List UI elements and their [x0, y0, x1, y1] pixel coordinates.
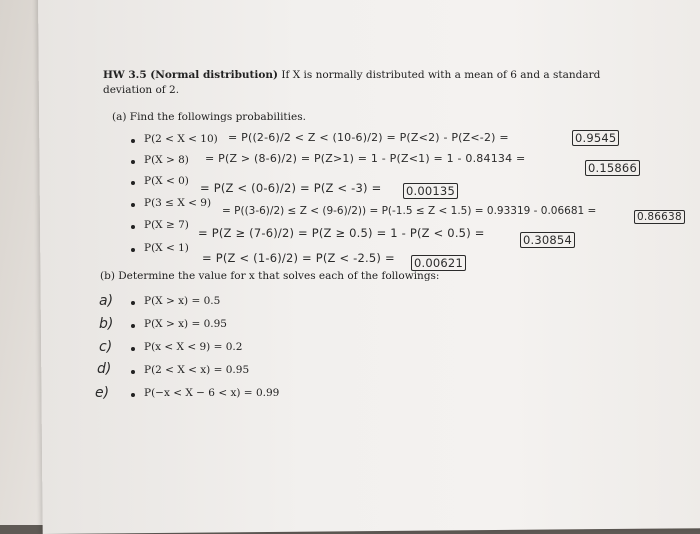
handwritten-label: e) [95, 385, 110, 401]
bullet-icon [131, 203, 135, 207]
handwritten-label: c) [99, 339, 113, 355]
probability-expression: P(X ≥ 7) [144, 219, 189, 231]
boxed-answer: 0.30854 [520, 232, 575, 248]
equation-text: P(x < X < 9) = 0.2 [144, 341, 243, 353]
handwritten-label: a) [99, 293, 114, 309]
bullet-icon [131, 181, 135, 185]
probability-expression: P(3 ≤ X < 9) [144, 197, 212, 209]
handwritten-work: = P((3-6)/2) ≤ Z < (9-6)/2)) = P(-1.5 ≤ Z < 1.5) = 0.93319 - 0.06681 = [222, 205, 597, 217]
part-a-heading: (a) Find the followings probabilities. [112, 111, 306, 123]
bullet-icon [131, 301, 135, 305]
boxed-answer: 0.9545 [572, 130, 619, 146]
bullet-icon [131, 160, 135, 164]
handwritten-work: = P((2-6)/2 < Z < (10-6)/2) = P(Z<2) - P(Z<-2) = [228, 131, 509, 144]
boxed-answer: 0.86638 [634, 210, 685, 224]
equation-text: P(2 < X < x) = 0.95 [144, 364, 250, 376]
bullet-icon [131, 370, 135, 374]
boxed-answer: 0.00135 [403, 183, 458, 199]
boxed-answer: 0.15866 [585, 160, 640, 176]
bullet-icon [131, 248, 135, 252]
probability-expression: P(2 < X < 10) [144, 133, 218, 145]
bullet-icon [131, 225, 135, 229]
bullet-icon [131, 393, 135, 397]
handwritten-work: = P(Z > (8-6)/2) = P(Z>1) = 1 - P(Z<1) = 1 - 0.84134 = [205, 152, 526, 165]
bullet-icon [131, 347, 135, 351]
problem-intro-continued: deviation of 2. [103, 84, 180, 96]
handwritten-work: = P(Z < (1-6)/2) = P(Z < -2.5) = [202, 251, 395, 265]
probability-expression: P(X < 0) [144, 175, 189, 187]
equation-text: P(X > x) = 0.5 [144, 295, 221, 307]
header-line-1 [103, 68, 600, 82]
handwritten-label: b) [99, 316, 114, 332]
probability-expression: P(X > 8) [144, 154, 189, 166]
handwritten-work: = P(Z ≥ (7-6)/2) = P(Z ≥ 0.5) = 1 - P(Z < 0.5) = [198, 226, 485, 240]
equation-text: P(−x < X − 6 < x) = 0.99 [144, 387, 280, 399]
equation-text: P(X > x) = 0.95 [144, 318, 227, 330]
probability-expression: P(X < 1) [144, 242, 189, 254]
bullet-icon [131, 139, 135, 143]
problem-intro: If X is normally distributed with a mean of 6 and a standard [281, 69, 601, 81]
handwritten-work: = P(Z < (0-6)/2) = P(Z < -3) = [200, 181, 382, 195]
bullet-icon [131, 324, 135, 328]
boxed-answer: 0.00621 [411, 255, 466, 271]
part-b-heading: (b) Determine the value for x that solves each of the followings: [100, 270, 440, 282]
assignment-title: HW 3.5 (Normal distribution) [103, 69, 278, 81]
handwritten-label: d) [97, 361, 112, 377]
